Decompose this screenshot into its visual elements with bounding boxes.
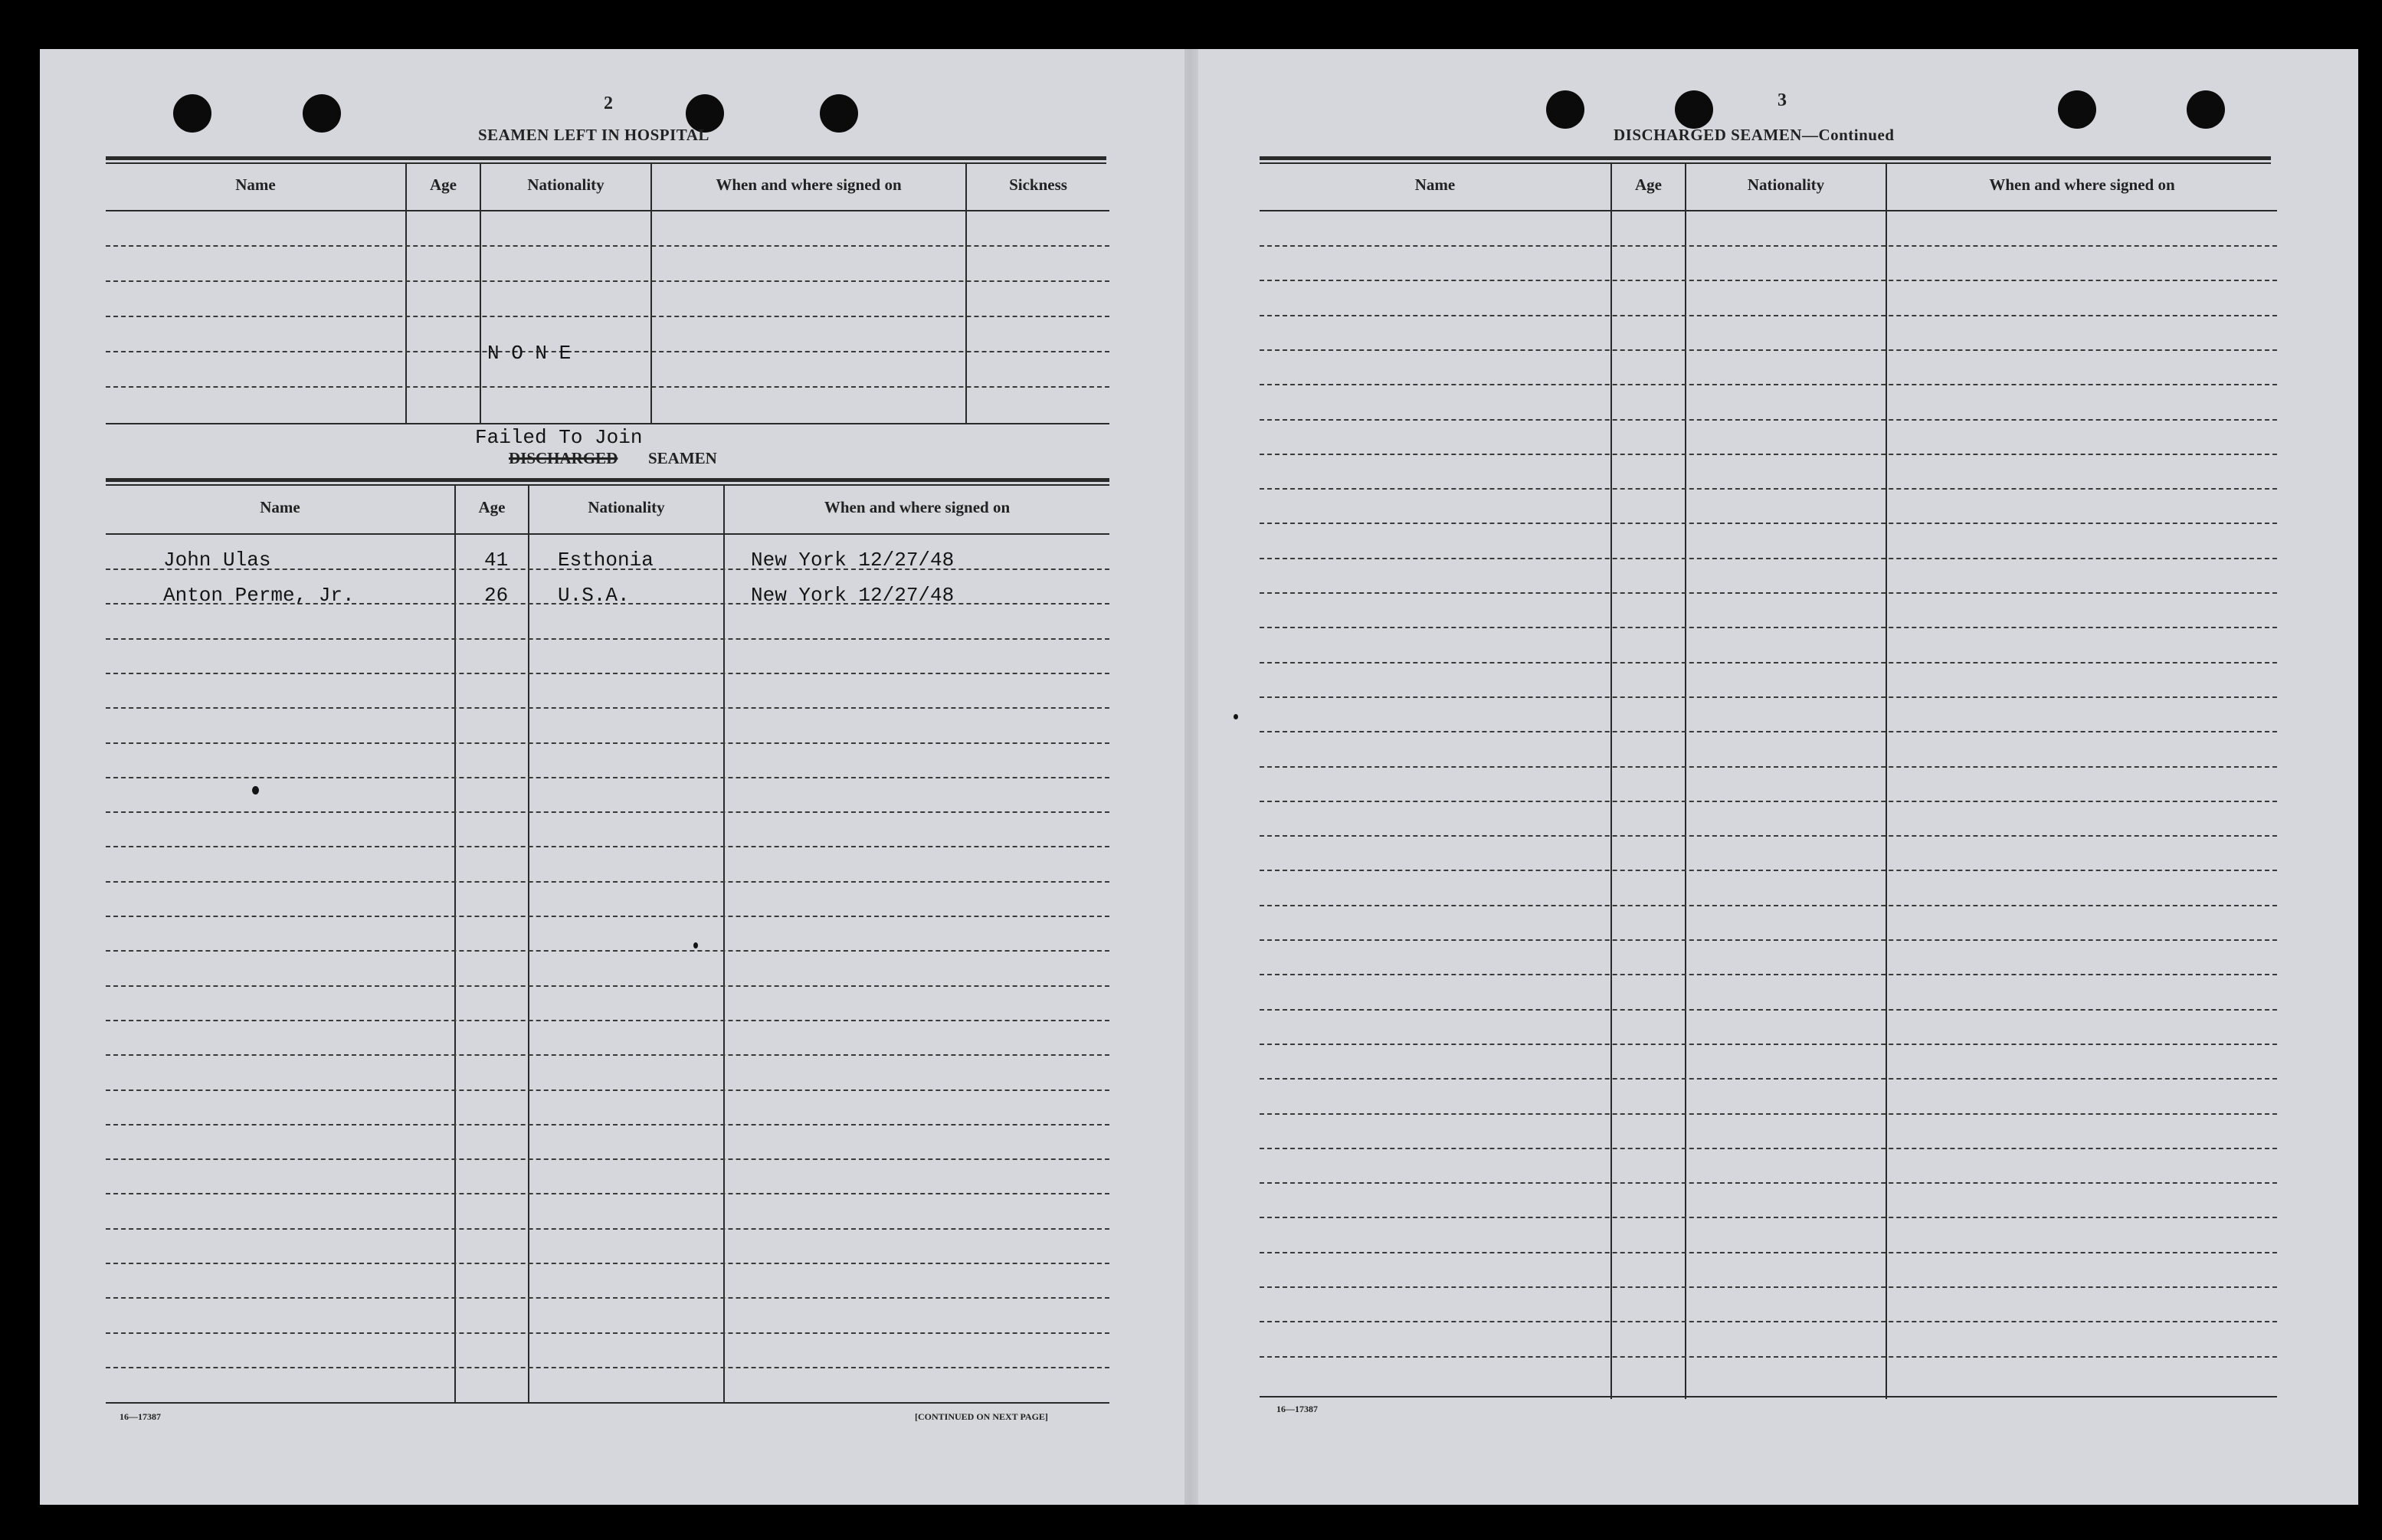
row-rule bbox=[106, 1158, 1109, 1160]
row-rule bbox=[1260, 592, 2277, 594]
seaman-signed-on: New York 12/27/48 bbox=[751, 584, 955, 607]
column-header-signed-on: When and where signed on bbox=[716, 175, 902, 194]
column-divider bbox=[965, 164, 967, 424]
row-rule bbox=[106, 1193, 1109, 1194]
row-rule bbox=[106, 1263, 1109, 1264]
punch-hole bbox=[820, 94, 858, 133]
row-rule bbox=[106, 811, 1109, 813]
row-rule bbox=[1260, 1286, 2277, 1288]
table-bottom-rule bbox=[1260, 1396, 2277, 1397]
row-rule bbox=[106, 638, 1109, 640]
row-rule bbox=[1260, 245, 2277, 247]
column-divider bbox=[723, 486, 725, 1402]
row-rule bbox=[1260, 1321, 2277, 1322]
column-header-nationality: Nationality bbox=[1747, 175, 1825, 194]
punch-hole bbox=[303, 94, 341, 133]
row-rule bbox=[106, 351, 1109, 352]
row-rule bbox=[106, 386, 1109, 388]
row-rule bbox=[1260, 870, 2277, 871]
punch-hole bbox=[173, 94, 211, 133]
table-top-rule bbox=[1260, 162, 2271, 164]
header-rule bbox=[1260, 210, 2277, 211]
row-rule bbox=[1260, 419, 2277, 421]
discharged-section-title: DISCHARGED SEAMEN—Continued bbox=[1614, 126, 1895, 144]
hospital-section-title: SEAMEN LEFT IN HOSPITAL bbox=[478, 126, 709, 144]
form-number: 16—17387 bbox=[1276, 1404, 1318, 1414]
seaman-name: John Ulas bbox=[163, 549, 271, 572]
header-rule bbox=[106, 533, 1109, 535]
table-top-rule bbox=[106, 478, 1109, 482]
continued-note: [CONTINUED ON NEXT PAGE] bbox=[915, 1411, 1048, 1422]
row-rule bbox=[1260, 1148, 2277, 1149]
row-rule bbox=[1260, 280, 2277, 281]
row-rule bbox=[106, 673, 1109, 674]
row-rule bbox=[106, 846, 1109, 847]
column-divider bbox=[528, 486, 529, 1402]
page-number: 3 bbox=[1777, 90, 1787, 110]
row-rule bbox=[1260, 696, 2277, 698]
column-divider bbox=[650, 164, 652, 424]
row-rule bbox=[1260, 905, 2277, 906]
column-header-age: Age bbox=[478, 498, 506, 516]
seaman-age: 41 bbox=[484, 549, 509, 572]
none-entry: N O N E bbox=[487, 342, 572, 365]
table-bottom-rule bbox=[106, 1402, 1109, 1404]
row-rule bbox=[106, 1054, 1109, 1056]
page-number: 2 bbox=[604, 93, 613, 113]
row-rule bbox=[1260, 731, 2277, 732]
column-header-nationality: Nationality bbox=[588, 498, 665, 516]
row-rule bbox=[1260, 766, 2277, 768]
row-rule bbox=[1260, 315, 2277, 316]
punch-hole bbox=[2058, 90, 2096, 129]
row-rule bbox=[106, 881, 1109, 883]
row-rule bbox=[106, 1020, 1109, 1021]
column-divider bbox=[480, 164, 481, 424]
row-rule bbox=[1260, 558, 2277, 559]
row-rule bbox=[106, 985, 1109, 987]
table-bottom-rule bbox=[106, 423, 1109, 424]
column-header-age: Age bbox=[430, 175, 457, 194]
column-divider bbox=[405, 164, 407, 424]
struck-word-discharged: DISCHARGED bbox=[509, 449, 618, 467]
row-rule bbox=[106, 742, 1109, 744]
seaman-name: Anton Perme, Jr. bbox=[163, 584, 355, 607]
row-rule bbox=[1260, 1009, 2277, 1011]
column-divider bbox=[454, 486, 456, 1402]
ink-speck bbox=[252, 786, 259, 795]
row-rule bbox=[106, 916, 1109, 917]
row-rule bbox=[106, 1228, 1109, 1230]
column-header-name: Name bbox=[1414, 175, 1456, 194]
row-rule bbox=[1260, 1078, 2277, 1080]
row-rule bbox=[106, 1332, 1109, 1334]
column-header-name: Name bbox=[235, 175, 276, 194]
form-number: 16—17387 bbox=[120, 1411, 161, 1422]
column-header-nationality: Nationality bbox=[527, 175, 605, 194]
row-rule bbox=[1260, 1044, 2277, 1045]
punch-hole bbox=[1546, 90, 1584, 129]
row-rule bbox=[1260, 384, 2277, 385]
row-rule bbox=[1260, 835, 2277, 837]
row-rule bbox=[106, 1089, 1109, 1091]
row-rule bbox=[106, 280, 1109, 282]
row-rule bbox=[106, 1297, 1109, 1299]
row-rule bbox=[106, 245, 1109, 247]
row-rule bbox=[1260, 488, 2277, 490]
column-header-name: Name bbox=[260, 498, 300, 516]
seaman-nationality: Esthonia bbox=[558, 549, 654, 572]
header-rule bbox=[106, 210, 1109, 211]
column-header-age: Age bbox=[1635, 175, 1662, 194]
row-rule bbox=[1260, 662, 2277, 664]
row-rule bbox=[1260, 801, 2277, 802]
row-rule bbox=[1260, 349, 2277, 351]
table-top-rule bbox=[106, 162, 1106, 164]
row-rule bbox=[1260, 1356, 2277, 1358]
column-header-sickness: Sickness bbox=[1009, 175, 1067, 194]
ink-speck bbox=[1234, 714, 1238, 719]
column-header-signed-on: When and where signed on bbox=[824, 498, 1011, 516]
row-rule bbox=[1260, 454, 2277, 455]
seaman-age: 26 bbox=[484, 584, 509, 607]
row-rule bbox=[106, 707, 1109, 709]
table-top-rule bbox=[106, 484, 1109, 486]
seamen-heading: SEAMEN bbox=[648, 449, 717, 467]
row-rule bbox=[1260, 974, 2277, 975]
punch-hole bbox=[2187, 90, 2225, 129]
column-header-signed-on: When and where signed on bbox=[1989, 175, 2175, 194]
row-rule bbox=[106, 950, 1109, 952]
row-rule bbox=[1260, 627, 2277, 628]
row-rule bbox=[1260, 939, 2277, 941]
row-rule bbox=[106, 316, 1109, 317]
page-fold bbox=[1184, 49, 1198, 1505]
table-top-rule bbox=[1260, 156, 2271, 160]
row-rule bbox=[106, 777, 1109, 778]
row-rule bbox=[1260, 523, 2277, 524]
row-rule bbox=[106, 1367, 1109, 1368]
row-rule bbox=[106, 1124, 1109, 1126]
row-rule bbox=[1260, 1252, 2277, 1253]
seaman-nationality: U.S.A. bbox=[558, 584, 630, 607]
row-rule bbox=[1260, 1217, 2277, 1218]
row-rule bbox=[1260, 1113, 2277, 1115]
table-top-rule bbox=[106, 156, 1106, 160]
typed-heading-failed-to-join: Failed To Join bbox=[475, 426, 643, 449]
punch-hole bbox=[1675, 90, 1713, 129]
ink-speck bbox=[693, 942, 698, 949]
seaman-signed-on: New York 12/27/48 bbox=[751, 549, 955, 572]
row-rule bbox=[1260, 1182, 2277, 1184]
